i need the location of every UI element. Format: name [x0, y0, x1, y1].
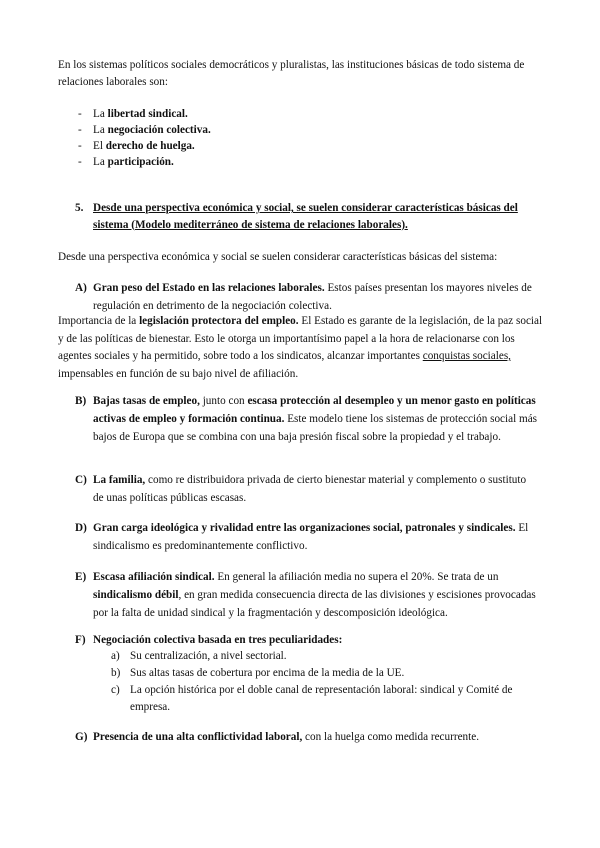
item-c-bold: La familia,: [93, 474, 146, 486]
list-dash: -: [78, 108, 82, 120]
list-item-bold: derecho de huelga.: [105, 140, 195, 152]
item-e-bold1: Escasa afiliación sindical.: [93, 571, 215, 583]
item-d-bold: Gran carga ideológica y rivalidad entre las organizaciones social, patronales y sindicales.: [93, 522, 516, 534]
item-label-a: A): [75, 282, 87, 294]
list-item-prefix: La: [93, 124, 108, 136]
item-f-bold: Negociación colectiva basada en tres peculiaridades:: [93, 634, 343, 646]
item-a-extra-underlined: conquistas sociales,: [422, 350, 511, 362]
item-g-bold: Presencia de una alta conflictividad laboral,: [93, 731, 303, 743]
item-a-bold: Gran peso del Estado en las relaciones laborales.: [93, 282, 325, 294]
subitem-text: La opción histórica por el doble canal de representación laboral: sindical y Comité de empresa.: [130, 684, 513, 713]
item-a-extra-mid: El Estado es garante de la legislación, de la paz social y de las políticas de bienestar. Esto le otorga un importantísimo papel a la hora de relacionarse con los agentes sociales y ha permitido, sobre todo a los sindicatos, alcanzar importantes: [58, 315, 543, 362]
list-item-prefix: La: [93, 156, 108, 168]
list-item: [93, 154, 174, 171]
list-item-prefix: El: [93, 140, 106, 152]
item-a-extra-bold: legislación protectora del empleo.: [139, 315, 299, 327]
item-label-e: E): [75, 571, 87, 583]
intro-text: En los sistemas políticos sociales democráticos y pluralistas, las instituciones básicas de todo sistema de relaciones laborales son:: [58, 59, 525, 88]
item-b-bold1: Bajas tasas de empleo,: [93, 395, 200, 407]
item-a-text: [93, 279, 539, 315]
item-c-text: [93, 471, 539, 507]
list-item: [93, 122, 211, 139]
section-intro: Desde una perspectiva económica y social se suelen considerar características básicas del sistema:: [58, 251, 498, 263]
section-heading: Desde una perspectiva económica y social, se suelen considerar características básicas del sistema (Modelo mediterráneo de sistema de relaciones laborales).: [93, 202, 518, 231]
list-item: [93, 106, 188, 123]
item-label-d: D): [75, 522, 87, 534]
item-a-extra-paragraph: [58, 313, 544, 383]
subitem-label: a): [111, 650, 120, 662]
item-g-body: con la huelga como medida recurrente.: [302, 731, 479, 743]
list-dash: -: [78, 124, 82, 136]
subitem-label: b): [111, 667, 121, 679]
list-dash: -: [78, 140, 82, 152]
item-a-extra-pre: Importancia de la: [58, 315, 140, 327]
item-label-g: G): [75, 731, 88, 743]
item-b-body1: junto con: [199, 395, 248, 407]
item-e-body1: En general la afiliación media no supera el 20%. Se trata de un: [214, 571, 499, 583]
subitem-text: Sus altas tasas de cobertura por encima de la media de la UE.: [130, 667, 405, 679]
item-label-f: F): [75, 634, 86, 646]
item-d-body: El sindicalismo es predominantemente conflictivo.: [93, 522, 529, 552]
item-e-text: [93, 568, 539, 622]
item-b-body2: Este modelo tiene los sistemas de protección social más bajos de Europa que se combina con una baja presión fiscal sobre la propiedad y el trabajo.: [93, 413, 538, 443]
list-item-bold: negociación colectiva.: [107, 124, 211, 136]
list-item-bold: libertad sindical.: [107, 108, 188, 120]
subitem-text: Su centralización, a nivel sectorial.: [130, 650, 287, 662]
item-b-bold2: escasa protección al desempleo y un menor gasto en políticas activas de empleo y formación continua.: [93, 395, 536, 425]
item-a-body: Estos países presentan los mayores niveles de regulación en detrimento de la negociación colectiva.: [93, 282, 532, 312]
item-e-bold2: sindicalismo débil: [93, 589, 179, 601]
item-e-body2: , en gran medida consecuencia directa de las divisiones y escisiones provocadas por la falta de unidad sindical y la fragmentación y descomposición ideológica.: [93, 589, 536, 619]
subitem-label: c): [111, 684, 120, 696]
item-label-c: C): [75, 474, 87, 486]
list-item-bold: participación.: [107, 156, 174, 168]
item-b-text: [93, 392, 539, 446]
item-g-text: [93, 728, 539, 746]
item-a-extra-post: impensables en función de su bajo nivel de afiliación.: [58, 367, 299, 380]
item-label-b: B): [75, 395, 87, 407]
list-item-prefix: La: [93, 108, 108, 120]
item-d-text: [93, 519, 539, 555]
section-number: 5.: [75, 202, 84, 214]
item-f-text: [93, 631, 539, 649]
item-c-body: como re distribuidora privada de cierto bienestar material y complemento o sustituto de unas políticas públicas escasas.: [93, 474, 527, 504]
list-item: [93, 138, 195, 155]
intro-paragraph: [58, 57, 544, 90]
list-dash: -: [78, 156, 82, 168]
